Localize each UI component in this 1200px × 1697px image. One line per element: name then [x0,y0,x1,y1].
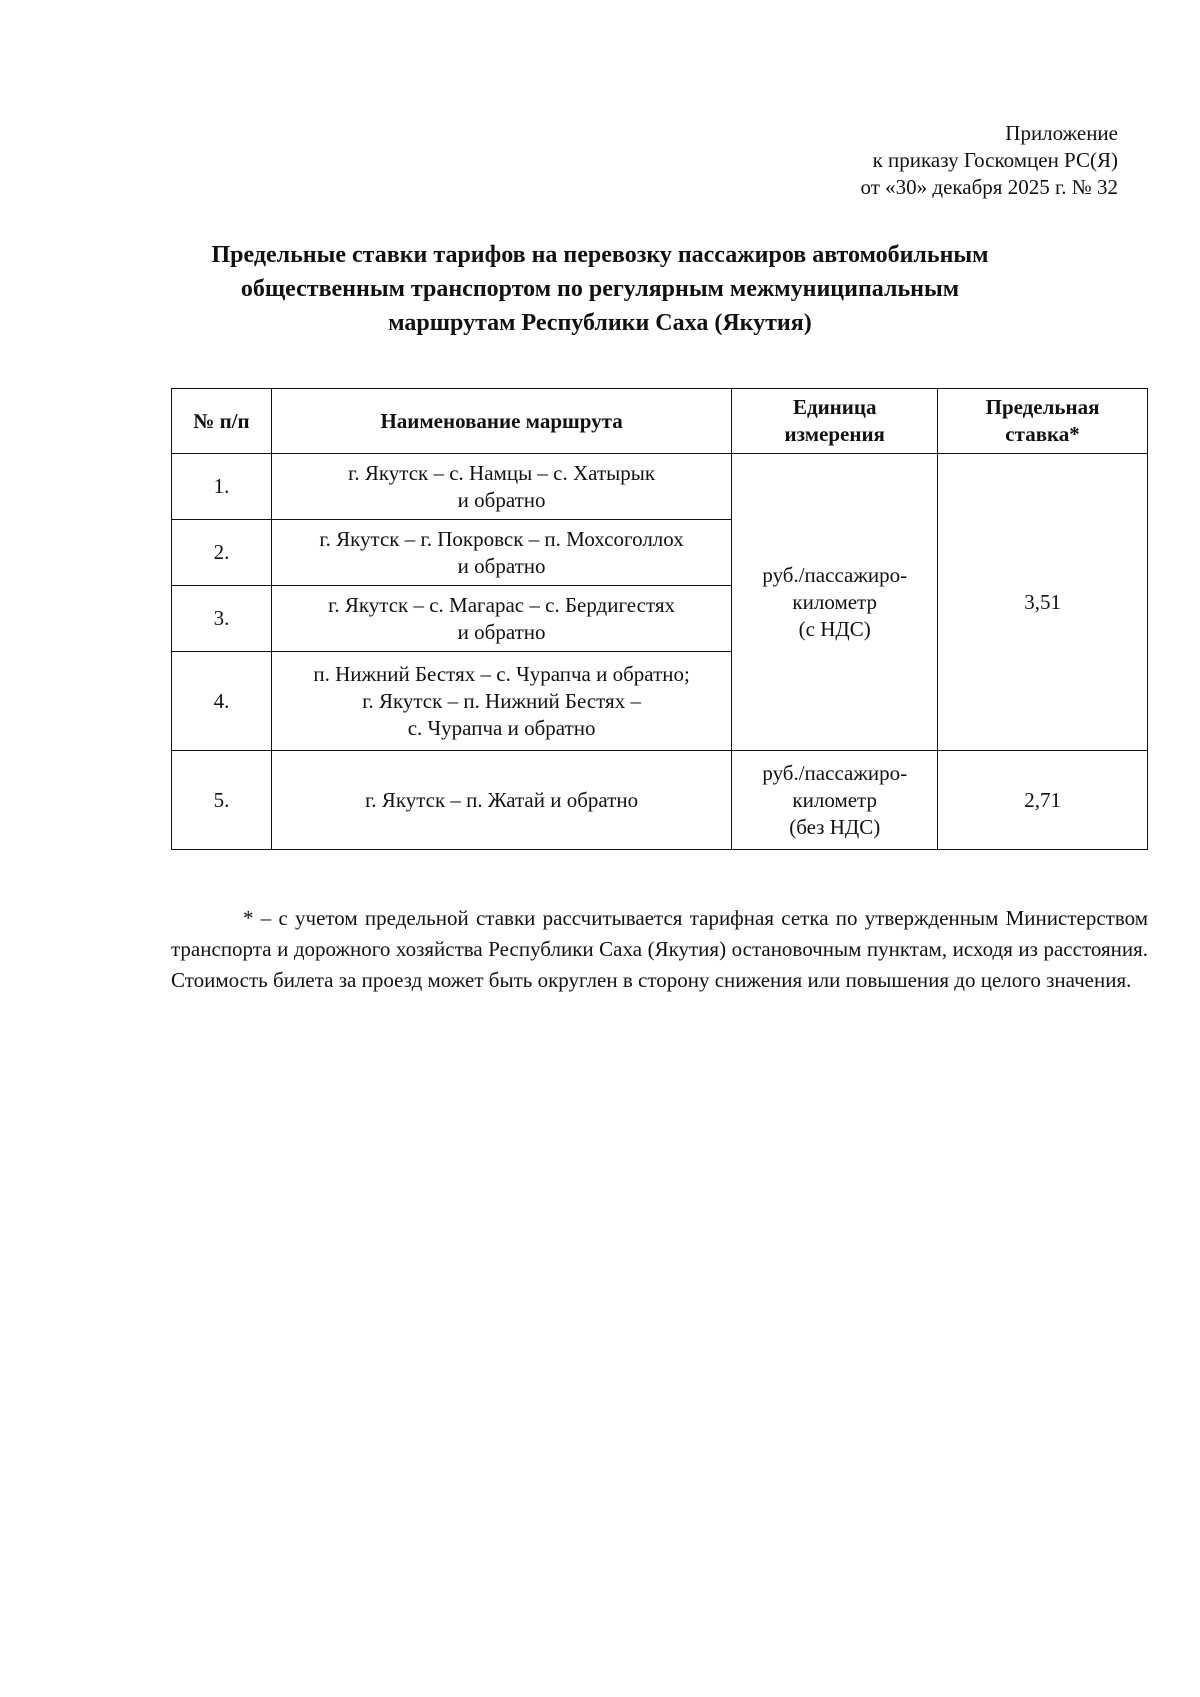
unit-line: (с НДС) [798,616,871,641]
title-line: общественным транспортом по регулярным межмуниципальным [240,276,960,302]
unit-line: руб./пассажиро- [762,760,908,785]
row-number: 5. [172,751,272,850]
route-line: г. Якутск – с. Магарас – с. Бердигестях [328,592,676,617]
header-route-name: Наименование маршрута [271,389,731,454]
route-cell [271,520,731,586]
route-line: и обратно [457,619,546,644]
table-row [172,454,1148,520]
route-line: п. Нижний Бестях – с. Чурапча и обратно; [313,661,690,686]
header-rate-line: Предельная [985,395,1100,419]
header-unit-line: Единица [792,395,877,419]
table-row [172,751,1148,850]
unit-line: руб./пассажиро- [762,562,908,587]
row-number: 1. [172,454,272,520]
appendix-line: Приложение [1005,121,1118,145]
route-line: г. Якутск – п. Нижний Бестях – [362,688,641,713]
header-rate-line: ставка* [1005,422,1080,446]
route-line: и обратно [457,553,546,578]
header-unit [732,389,938,454]
unit-cell [732,751,938,850]
unit-line: (без НДС) [789,814,881,839]
footnote: * – с учетом предельной ставки рассчитывается тарифная сетка по утвержденным Министерством транспорта и дорожного хозяйства Республики Саха (Якутия) остановочным пунктам, исходя из расстояния. Стоимость билета за проезд может быть округлен в сторону снижения или повышения до целого значения. [171,906,1148,992]
route-line: г. Якутск – п. Жатай и обратно [365,787,639,812]
route-cell [271,652,731,751]
appendix-order-line: к приказу Госкомцен РС(Я) [872,148,1118,172]
header-rate [938,389,1148,454]
row-number: 4. [172,652,272,751]
appendix-date-line: от «30» декабря 2025 г. № 32 [860,175,1118,199]
document-title [150,238,1050,340]
tariff-table [171,388,1148,850]
row-number: 2. [172,520,272,586]
route-line: с. Чурапча и обратно [407,715,596,740]
unit-cell [732,454,938,751]
row-number: 3. [172,586,272,652]
route-cell [271,751,731,850]
unit-line: километр [792,589,877,614]
rate-cell: 2,71 [938,751,1148,850]
route-line: г. Якутск – с. Намцы – с. Хатырык [348,460,656,485]
table-header-row [172,389,1148,454]
route-cell [271,454,731,520]
route-line: и обратно [457,487,546,512]
route-line: г. Якутск – г. Покровск – п. Мохсоголлох [319,526,684,551]
appendix-block [861,120,1119,201]
header-number: № п/п [172,389,272,454]
rate-cell: 3,51 [938,454,1148,751]
title-line: Предельные ставки тарифов на перевозку пассажиров автомобильным [211,242,989,268]
title-line: маршрутам Республики Саха (Якутия) [388,310,812,336]
route-cell [271,586,731,652]
header-unit-line: измерения [784,422,885,446]
unit-line: километр [792,787,877,812]
